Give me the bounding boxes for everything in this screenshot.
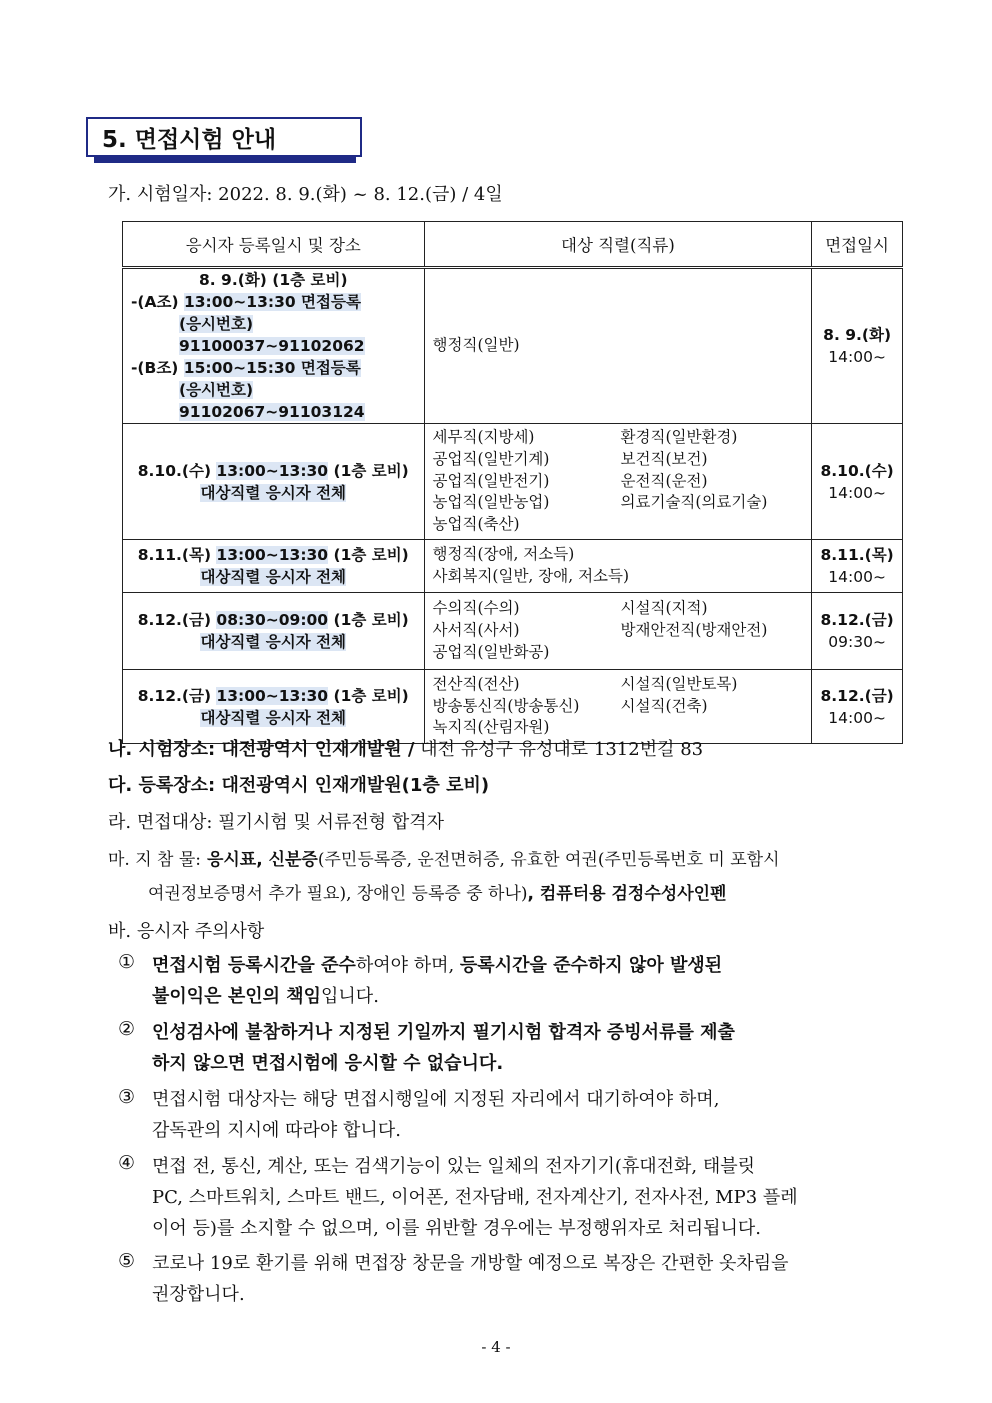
note-4-line: 면접 전, 통신, 계산, 또는 검색기능이 있는 일체의 전자기기(휴대전화, 태블릿: [152, 1156, 756, 1177]
interview-date: 8. 9.(화): [823, 326, 892, 344]
note-3-line: 면접시험 대상자는 해당 면접시행일에 지정된 자리에서 대기하여야 하며,: [152, 1089, 720, 1110]
note-2-bold: 인성검사에 불참하거나 지정된 기일까지 필기시험 합격자 증빙서류를 제출: [152, 1022, 735, 1043]
registration-place-value: 대전광역시 인재개발원(1층 로비): [215, 775, 490, 796]
registration-target: 대상직렬 응시자 전체: [200, 633, 347, 651]
note-4-line: PC, 스마트워치, 스마트 밴드, 이어폰, 전자담배, 전자계산기, 전자사전, MP3 플레: [152, 1187, 798, 1208]
registration-line: [123, 685, 424, 707]
note-3-line: 감독관의 지시에 따라야 합니다.: [152, 1120, 401, 1141]
registration-place: (1층 로비): [328, 686, 409, 705]
job-line: [433, 566, 804, 588]
items-to-bring-text2: 여권정보증명서 추가 필요), 장애인 등록증 중 하나): [148, 884, 528, 904]
registration-cell: [123, 670, 425, 744]
note-1-text: 입니다.: [321, 986, 379, 1007]
interview-date: 8.12.(금): [820, 611, 894, 629]
registration-date: 8.10.(수): [137, 461, 217, 480]
jobs-cell: [424, 540, 812, 593]
interview-date-cell: [812, 540, 903, 593]
job-item: 방송통신직(방송통신): [432, 696, 580, 715]
job-item: 농업직(일반농업): [432, 493, 550, 512]
note-number: ①: [118, 951, 136, 973]
note-number: ③: [118, 1086, 136, 1108]
registration-place: (1층 로비): [328, 461, 409, 480]
registration-time: 13:00~13:30: [216, 686, 329, 705]
interview-target-label: 라. 면접대상:: [108, 812, 213, 833]
exam-place-address: 대전 유성구 유성대로 1312번길 83: [414, 739, 704, 760]
exam-place-line: [108, 735, 703, 761]
interview-target-value: 필기시험 및 서류전형 합격자: [212, 812, 444, 833]
note-2-bold: 하지 않으면 면접시험에 응시할 수 없습니다.: [152, 1053, 504, 1074]
jobs-cell: [424, 593, 812, 670]
table-row: [123, 593, 903, 670]
group-b-prefix: -(B조): [131, 359, 184, 377]
interview-time: 14:00~: [828, 483, 886, 502]
items-to-bring-bold1: 응시표, 신분증: [201, 850, 318, 870]
note-1-bold: 면접시험 등록시간을 준수: [152, 955, 356, 976]
job-line: [433, 598, 804, 620]
jobs-cell: [424, 424, 812, 540]
note-2: [152, 1017, 908, 1079]
interview-time: 09:30~: [828, 633, 886, 651]
group-a-line: [123, 291, 424, 313]
job-item: 세무직(지방세): [432, 428, 535, 447]
note-1-bold: 등록시간을 준수하지 않아 발생된: [459, 955, 723, 976]
job-line: [433, 471, 804, 493]
job-item: 시설직(지적): [620, 599, 708, 618]
group-b-line: [123, 357, 424, 379]
note-1-bold: 불이익은 본인의 책임: [152, 986, 322, 1007]
interview-date: 8.10.(수): [820, 461, 894, 480]
registration-cell: [123, 540, 425, 593]
registration-target: 대상직렬 응시자 전체: [200, 708, 347, 727]
job-line: [433, 674, 804, 696]
registration-time: 13:00~13:30: [216, 461, 329, 480]
job-item: 농업직(축산): [432, 515, 520, 534]
job-line: [433, 427, 804, 449]
job-item: 환경직(일반환경): [620, 428, 738, 447]
interview-time: 14:00~: [828, 348, 886, 366]
jobs-cell: [424, 268, 812, 424]
registration-line: [123, 460, 424, 482]
registration-place-line: [108, 771, 489, 797]
registration-title: 8. 9.(화) (1층 로비): [198, 271, 348, 289]
note-5: [152, 1248, 908, 1310]
note-1-text: 하여야 하며,: [355, 955, 460, 976]
job-item: 의료기술직(의료기술): [620, 493, 768, 512]
exam-place-label: 나. 시험장소:: [108, 739, 216, 760]
registration-date: 8.12.(금): [137, 686, 217, 705]
group-a-range: (응시번호) 91100037~91102062: [179, 315, 365, 355]
job-line: [433, 696, 804, 718]
registration-line: [123, 609, 424, 631]
group-b-range: (응시번호) 91102067~91103124: [179, 381, 365, 421]
group-a-range-line: [123, 313, 424, 357]
items-to-bring-line1: [108, 845, 780, 870]
items-to-bring-text1: (주민등록증, 운전면허증, 유효한 여권(주민등록번호 미 포함시: [317, 850, 780, 870]
interview-date-cell: [812, 593, 903, 670]
cautions-heading: [108, 917, 264, 943]
group-a-time: 13:00~13:30 면접등록: [183, 293, 361, 311]
interview-time: 14:00~: [828, 568, 886, 586]
job-item: 공업직(일반화공): [432, 642, 550, 661]
job-item: 시설직(건축): [620, 696, 708, 715]
note-number: ⑤: [118, 1250, 136, 1272]
section-header: [86, 117, 356, 163]
page-number: - 4 -: [481, 1338, 511, 1356]
note-4-line: 이어 등)를 소지할 수 없으며, 이를 위반할 경우에는 부정행위자로 처리됩니다.: [152, 1218, 761, 1239]
job-item: 운전직(운전): [620, 471, 708, 490]
registration-place: (1층 로비): [328, 546, 409, 564]
job-item: 사서직(사서): [432, 621, 520, 640]
job-line: [433, 514, 804, 536]
registration-date: 8.11.(목): [137, 546, 217, 564]
interview-target-line: [108, 808, 444, 834]
interview-date: 8.12.(금): [820, 686, 894, 705]
schedule-table: [122, 221, 903, 744]
section-title: 5. 면접시험 안내: [86, 117, 362, 157]
registration-date: 8.12.(금): [137, 611, 217, 629]
registration-cell: [123, 593, 425, 670]
group-b-time: 15:00~15:30 면접등록: [183, 359, 361, 377]
items-to-bring-line2: [148, 879, 726, 904]
table-row: [123, 670, 903, 744]
note-number: ②: [118, 1018, 136, 1040]
interview-date: 8.11.(목): [820, 546, 894, 564]
job-item: 녹지직(산림자원): [432, 718, 550, 737]
registration-place: (1층 로비): [328, 611, 409, 629]
job-item: 행정직(장애, 저소득): [432, 545, 575, 564]
registration-line: [123, 544, 424, 566]
registration-time: 08:30~09:00: [216, 611, 329, 629]
header-jobs: 대상 직렬(직류): [424, 222, 812, 268]
note-5-line: 권장합니다.: [152, 1284, 245, 1305]
exam-date-value: 2022. 8. 9.(화) ~ 8. 12.(금) / 4일: [212, 184, 503, 205]
registration-target: 대상직렬 응시자 전체: [200, 483, 347, 502]
group-a-prefix: -(A조): [131, 293, 184, 311]
table-row: [123, 424, 903, 540]
jobs-cell: [424, 670, 812, 744]
job-line: [433, 642, 804, 664]
job-item: 전산직(전산): [432, 674, 520, 693]
registration-cell: [123, 424, 425, 540]
note-1: [152, 950, 908, 1012]
exam-date-line: [108, 180, 503, 206]
registration-place-label: 다. 등록장소:: [108, 775, 216, 796]
registration-cell: [123, 268, 425, 424]
registration-target: 대상직렬 응시자 전체: [200, 568, 347, 586]
interview-date-cell: [812, 268, 903, 424]
note-4: [152, 1151, 908, 1244]
items-to-bring-bold2: , 컴퓨터용 검정수성사인펜: [527, 884, 727, 904]
job-item: 행정직(일반): [432, 336, 520, 355]
job-line: [433, 449, 804, 471]
registration-time: 13:00~13:30: [216, 546, 329, 564]
table-header-row: [123, 222, 903, 268]
job-item: 시설직(일반토목): [620, 674, 738, 693]
interview-time: 14:00~: [828, 708, 886, 727]
job-item: 사회복지(일반, 장애, 저소득): [432, 567, 630, 585]
job-line: [433, 335, 804, 357]
header-interview-date: 면접일시: [812, 222, 903, 268]
job-item: 보건직(보건): [620, 449, 708, 468]
cautions-label: 바. 응시자 주의사항: [108, 921, 265, 942]
job-item: 공업직(일반기계): [432, 449, 550, 468]
table-row: [123, 540, 903, 593]
job-item: 방재안전직(방재안전): [620, 621, 768, 640]
note-5-line: 코로나 19로 환기를 위해 면접장 창문을 개방할 예정으로 복장은 간편한 옷차림을: [152, 1253, 789, 1274]
note-number: ④: [118, 1152, 136, 1174]
interview-date-cell: [812, 424, 903, 540]
items-to-bring-label: 마. 지 참 물:: [108, 850, 202, 870]
job-line: [433, 544, 804, 566]
job-item: 수의직(수의): [432, 599, 520, 618]
interview-date-cell: [812, 670, 903, 744]
job-line: [433, 620, 804, 642]
job-line: [433, 492, 804, 514]
job-item: 공업직(일반전기): [432, 471, 550, 490]
exam-place-name: 대전광역시 인재개발원 /: [215, 739, 415, 760]
exam-date-label: 가. 시험일자:: [108, 184, 213, 205]
note-3: [152, 1084, 908, 1146]
table-row: [123, 268, 903, 424]
group-b-range-line: [123, 379, 424, 423]
header-registration: 응시자 등록일시 및 장소: [123, 222, 425, 268]
